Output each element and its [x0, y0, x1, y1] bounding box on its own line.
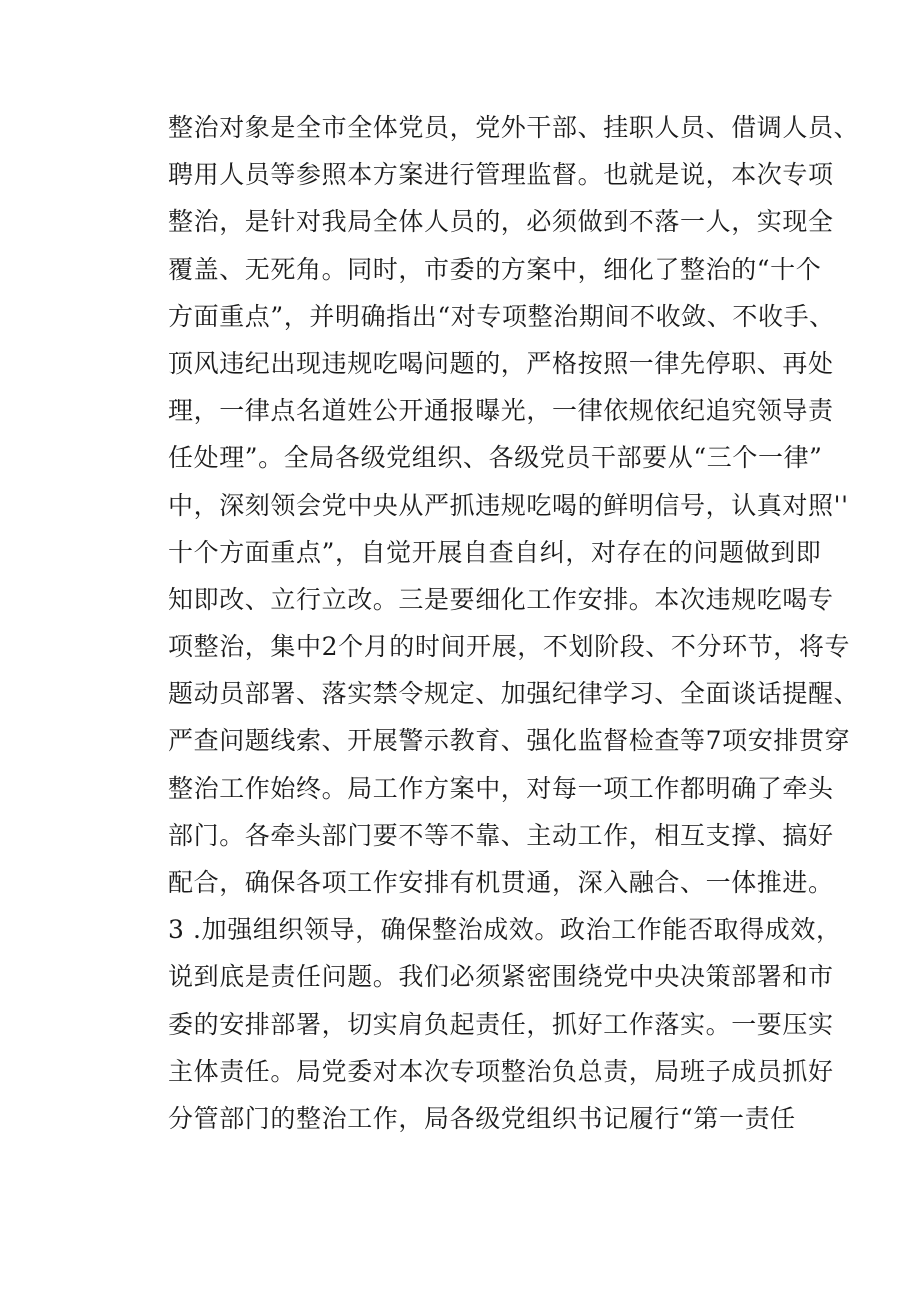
text-line: 整治对象是全市全体党员，党外干部、挂职人员、借调人员、 [168, 113, 860, 142]
text-line: 项整治，集中2个月的时间开展，不划阶段、不分环节，将专 [168, 632, 851, 662]
text-line: 分管部门的整治工作，局各级党组织书记履行“第一责任 [168, 1103, 796, 1133]
text-line: 方面重点”，并明确指出“对专项整治期间不收敛、不收手、 [168, 301, 835, 331]
text-line: 覆盖、无死角。同时，市委的方案中，细化了整治的“十个 [168, 254, 822, 284]
body-text [168, 104, 860, 1142]
text-line: 部门。各牵头部门要不等不靠、主动工作，相互支撑、搞好 [168, 820, 834, 850]
text-line: 聘用人员等参照本方案进行管理监督。也就是说，本次专项 [168, 160, 834, 190]
text-line: 严查问题线索、开展警示教育、强化监督检查等7项安排贯穿 [168, 726, 851, 756]
text-line: 知即改、立行立改。三是要细化工作安排。本次违规吃喝专 [168, 584, 834, 614]
text-line: 主体责任。局党委对本次专项整治负总责，局班子成员抓好 [168, 1056, 834, 1086]
text-line: 配合，确保各项工作安排有机贯通，深入融合、一体推进。 [168, 868, 834, 897]
text-line: 整治，是针对我局全体人员的，必须做到不落一人，实现全 [168, 207, 834, 237]
text-line: 任处理”。全局各级党组织、各级党员干部要从“三个一律” [168, 443, 823, 473]
text-line: 理，一律点名道姓公开通报曝光，一律依规依纪追究领导责 [168, 396, 834, 426]
text-line: 题动员部署、落实禁令规定、加强纪律学习、全面谈话提醒、 [168, 679, 860, 709]
text-line: 3 .加强组织领导，确保整治成效。政治工作能否取得成效， [168, 915, 842, 945]
text-line: 十个方面重点”，自觉开展自查自纠，对存在的问题做到即 [168, 537, 822, 567]
text-line: 整治工作始终。局工作方案中，对每一项工作都明确了牵头 [168, 773, 834, 803]
text-line: 说到底是责任问题。我们必须紧密围绕党中央决策部署和市 [168, 962, 834, 992]
text-line: 顶风违纪出现违规吃喝问题的，严格按照一律先停职、再处 [168, 348, 834, 378]
text-line: 中，深刻领会党中央从严抓违规吃喝的鲜明信号，认真对照'' [168, 490, 849, 520]
text-line: 委的安排部署，切实肩负起责任，抓好工作落实。一要压实 [168, 1009, 834, 1039]
